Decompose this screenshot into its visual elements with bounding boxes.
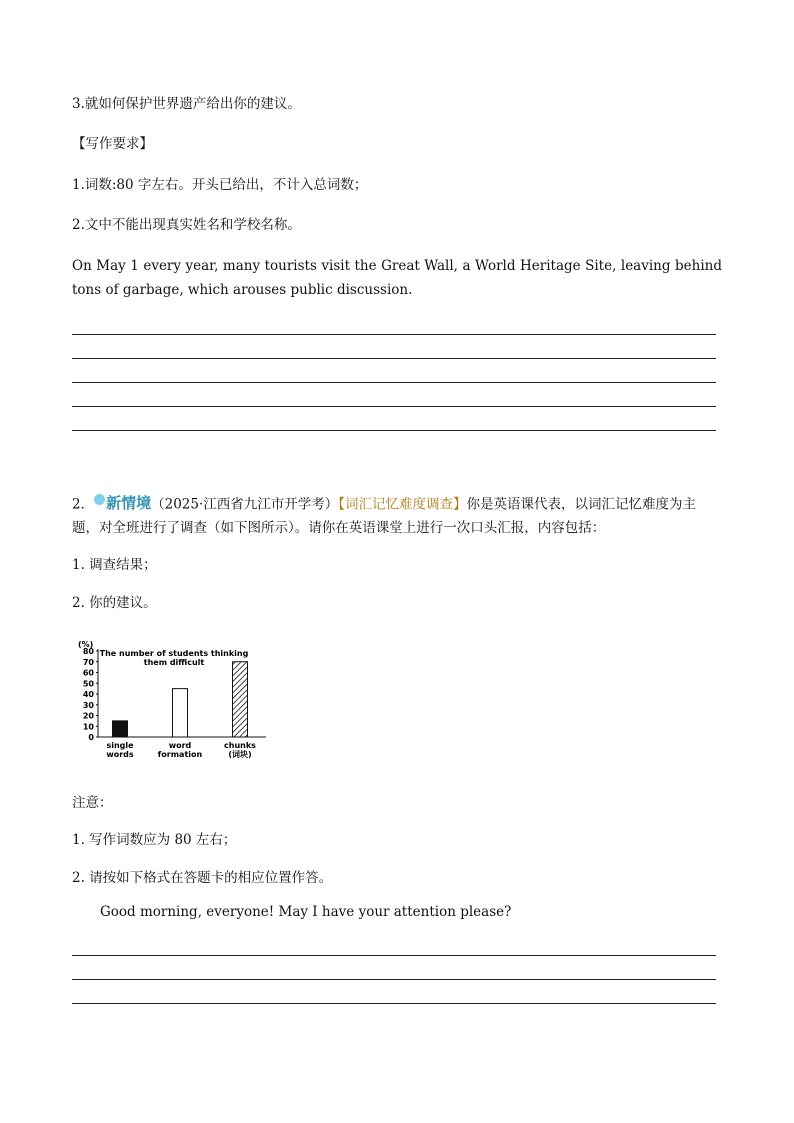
content-item-1: 1. 调查结果；: [72, 557, 157, 573]
x-category-label: (词块): [228, 750, 252, 759]
x-category-label: words: [106, 750, 134, 759]
y-tick-label: 0: [88, 733, 94, 742]
intro-line-1: 你是英语课代表，以词汇记忆难度为主: [466, 496, 697, 513]
y-tick-label: 80: [82, 647, 94, 656]
x-category-label: chunks: [224, 741, 256, 750]
y-tick-label: 30: [82, 700, 94, 710]
writing-line: [72, 382, 716, 383]
writing-line: [72, 406, 716, 407]
content-item-2: 2. 你的建议。: [72, 595, 157, 611]
chart-y-unit: (%): [78, 640, 94, 649]
writing-line: [72, 979, 716, 980]
chart-title-line-2: them difficult: [143, 658, 205, 667]
x-category-label: single: [106, 741, 134, 750]
bar-2: [173, 689, 188, 737]
requirement-1: 1.词数:80 字左右。开头已给出，不计入总词数；: [72, 177, 368, 193]
point-3: 3.就如何保护世界遗产给出你的建议。: [72, 96, 301, 112]
writing-line: [72, 430, 716, 431]
bar-3: [233, 662, 248, 737]
writing-line: [72, 955, 716, 956]
requirements-title: 【写作要求】: [72, 136, 153, 152]
bar-1: [113, 721, 128, 737]
badge-dot-icon: [94, 494, 105, 505]
question-2-header: [72, 493, 696, 515]
x-category-label: word: [168, 741, 192, 750]
note-2: 2. 请按如下格式在答题卡的相应位置作答。: [72, 870, 333, 886]
question-source: （2025·江西省九江市开学考）: [151, 496, 339, 513]
x-category-label: formation: [157, 750, 203, 759]
chart-title-line-1: The number of students thinking: [99, 649, 249, 658]
writing-line: [72, 334, 716, 335]
note-title: 注意：: [72, 795, 113, 811]
y-tick-label: 60: [82, 668, 94, 678]
writing-line: [72, 358, 716, 359]
essay-opening-1: On May 1 every year, many tourists visit the Great Wall, a World Heritage Site, leaving behind tons of garbage, which arouses public discussion.: [72, 258, 722, 298]
requirement-2: 2.文中不能出现真实姓名和学校名称。: [72, 217, 301, 233]
intro-line-2: 题，对全班进行了调查（如下图所示）。请你在英语课堂上进行一次口头汇报，内容包括：: [72, 520, 606, 536]
y-tick-label: 50: [82, 679, 94, 689]
writing-line: [72, 1003, 716, 1004]
y-tick-label: 10: [82, 722, 94, 732]
question-topic: 【词汇记忆难度调查】: [338, 496, 467, 513]
new-context-badge: 新情境: [94, 493, 151, 513]
y-tick-label: 20: [82, 711, 94, 721]
y-tick-label: 70: [82, 657, 94, 667]
note-1: 1. 写作词数应为 80 左右；: [72, 832, 237, 848]
survey-bar-chart: [74, 636, 274, 768]
question-number: 2．: [72, 496, 95, 513]
y-tick-label: 40: [82, 690, 94, 699]
essay-opening-2: Good morning, everyone! May I have your attention please?: [100, 904, 512, 920]
